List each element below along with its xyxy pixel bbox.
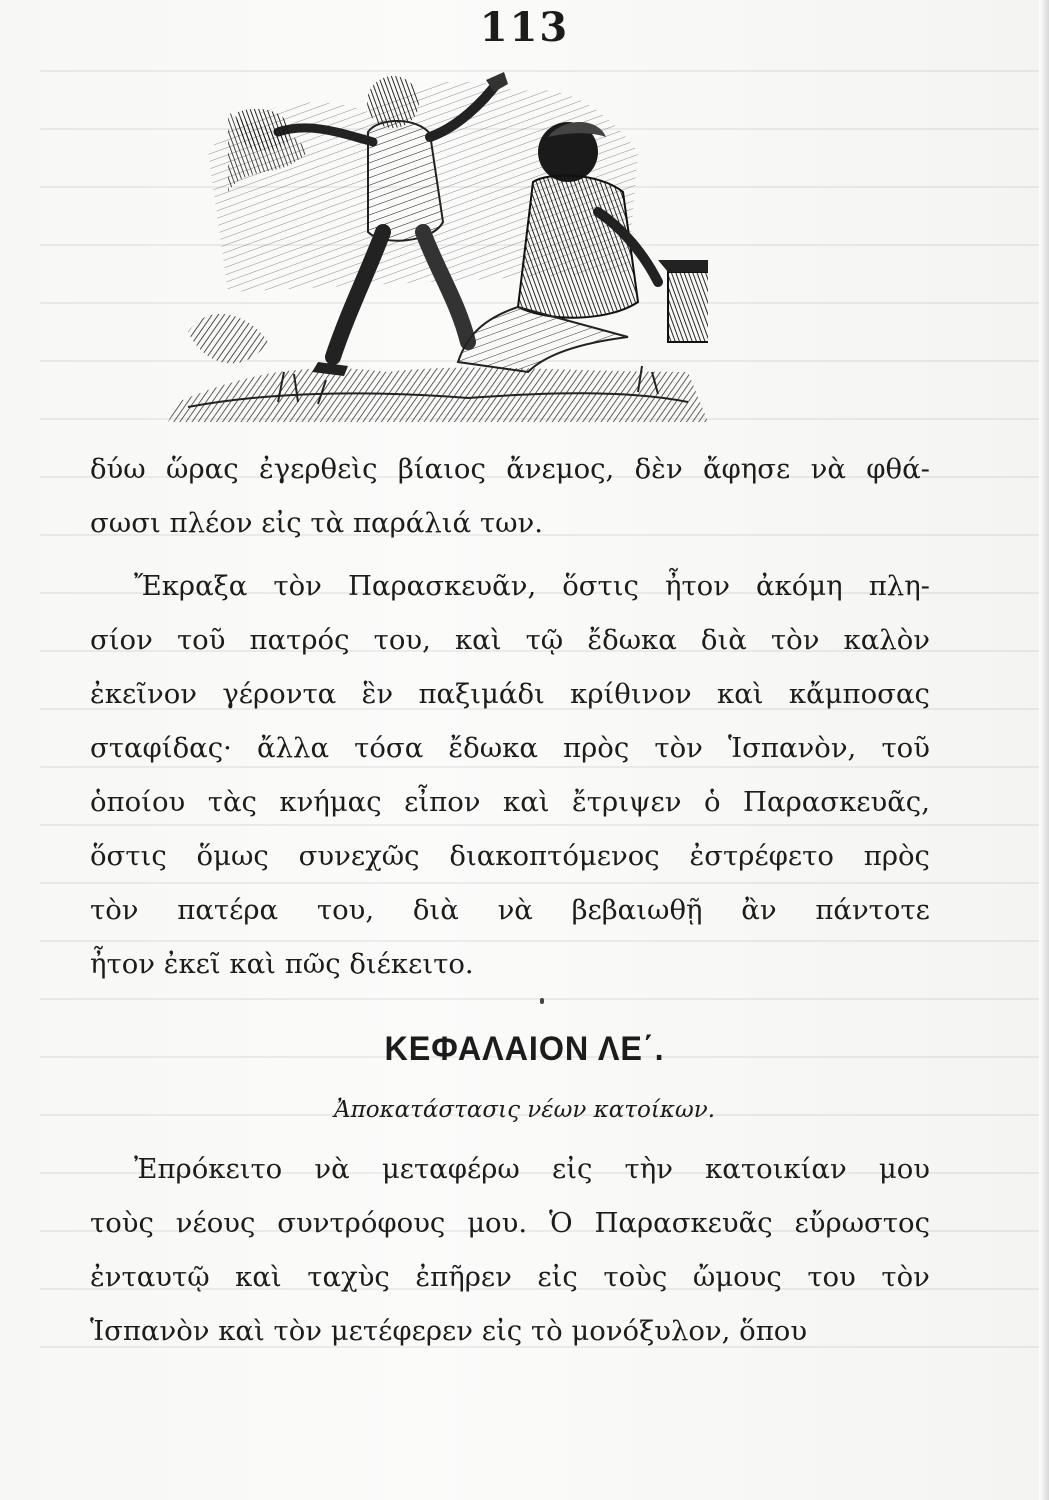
page-edge-shadow <box>1039 0 1049 1500</box>
text-line: σωσι πλέον εἰς τὰ παράλιά των. <box>90 507 543 540</box>
text-line: δύω ὥρας ἐγερθεὶς βίαιος ἄνεμος, δὲν ἄφησε νὰ φθά- <box>90 453 930 486</box>
text-line: Ἱσπανὸν καὶ τὸν μετέφερεν εἰς τὸ μονόξυλον, ὅπου <box>90 1315 808 1348</box>
text-line: σίον τοῦ πατρός του, καὶ τῷ ἔδωκα διὰ τὸν καλὸν <box>90 624 930 657</box>
text-line: τοὺς νέους συντρόφους μου. Ὁ Παρασκευᾶς εὔρωστος <box>90 1207 930 1240</box>
paragraph-continuation <box>90 443 930 551</box>
text-line: τὸν πατέρα του, διὰ νὰ βεβαιωθῇ ἂν πάντοτε <box>90 894 930 927</box>
chapter-subtitle: Ἀποκατάστασις νέων κατοίκων. <box>333 1097 716 1123</box>
text-line: ἐνταυτῷ καὶ ταχὺς ἐπῆρεν εἰς τοὺς ὤμους του τὸν <box>90 1261 930 1294</box>
paragraph <box>90 1143 930 1359</box>
text-line: Ἐπρόκειτο νὰ μεταφέρω εἰς τὴν κατοικίαν μου <box>134 1153 930 1186</box>
ink-speck <box>540 998 544 1004</box>
text-line: Ἔκραξα τὸν Παρασκευᾶν, ὅστις ἦτον ἀκόμη πλη- <box>134 570 930 603</box>
paragraph <box>90 560 930 992</box>
text-line: ἦτον ἐκεῖ καὶ πῶς διέκειτο. <box>90 948 474 981</box>
text-line: σταφίδας· ἄλλα τόσα ἔδωκα πρὸς τὸν Ἱσπανὸν, τοῦ <box>90 732 930 765</box>
chapter-title: ΚΕΦΑΛΑΙΟΝ ΛΕ΄. <box>384 1030 665 1068</box>
text-line: ἐκεῖνον γέροντα ἓν παξιμάδι κρίθινον καὶ κἄμποσας <box>90 678 930 711</box>
text-line: ὁποίου τὰς κνήμας εἶπον καὶ ἔτριψεν ὁ Παρασκευᾶς, <box>90 786 930 819</box>
page-number: 113 <box>479 4 570 51</box>
text-line: ὅστις ὅμως συνεχῶς διακοπτόμενος ἐστρέφετο πρὸς <box>90 840 930 873</box>
engraving-illustration <box>168 72 708 432</box>
